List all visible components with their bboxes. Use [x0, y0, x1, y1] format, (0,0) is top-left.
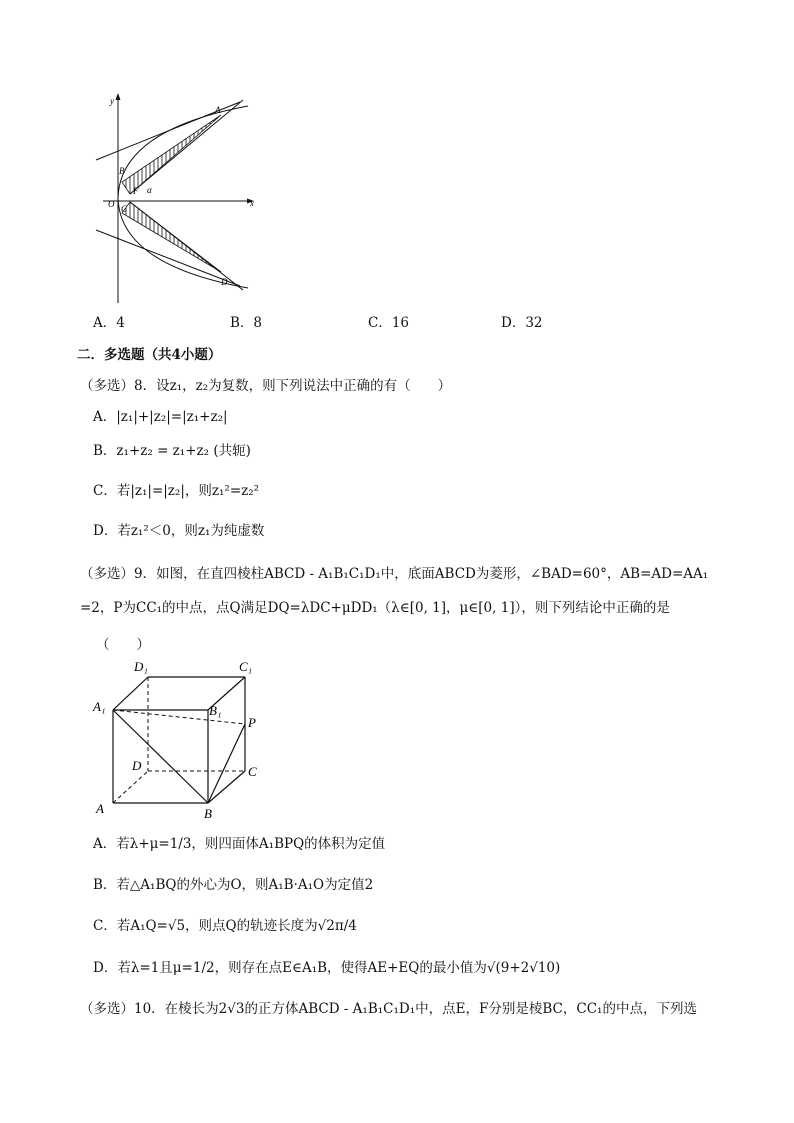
q8-option-c: C．若|z₁|=|z₂|，则z₁²=z₂² [93, 483, 260, 499]
q9-stem-line3: （ ） [96, 637, 150, 653]
q7-option-a: A．4 [93, 315, 125, 331]
q9-stem-line2: =2，P为CC₁的中点，点Q满足DQ=λDC+μDD₁（λ∈[0, 1]，μ∈[0, 1]），则下列结论中正确的是 [80, 600, 670, 616]
label-O: O [108, 199, 115, 209]
section-title: 二．多选题（共4小题） [77, 347, 222, 363]
label-y: y [110, 96, 114, 106]
q9-stem-line1: （多选）9．如图，在直四棱柱ABCD - A₁B₁C₁D₁中，底面ABCD为菱形，∠BAD=60°，AB=AD=AA₁ [80, 566, 709, 582]
curve [118, 106, 248, 288]
label-D: D [132, 758, 142, 773]
label-alpha: α [147, 185, 152, 195]
q10-stem: （多选）10．在棱长为2√3的正方体ABCD - A₁B₁C₁D₁中，点E，F分别是棱BC，CC₁的中点，下列选 [80, 1001, 697, 1017]
q9-option-b: B．若△A₁BQ的外心为O，则A₁B·A₁O为定值2 [93, 877, 374, 893]
label-C: C [121, 204, 128, 214]
q9-option-c: C．若A₁Q=√5，则点Q的轨迹长度为√2π/4 [93, 918, 357, 934]
label-B1: B₁ [209, 703, 222, 718]
q7-option-b: B．8 [230, 315, 263, 331]
label-A: A [96, 801, 104, 816]
label-P: P [248, 715, 256, 730]
label-B: B [119, 166, 125, 176]
upper-shaded-region [122, 115, 221, 194]
label-D1: D₁ [134, 659, 148, 674]
q8-option-b: B．z₁+z₂ = z₁+z₂ (共轭) [93, 443, 251, 459]
label-A: A [215, 105, 221, 115]
label-F: F [133, 186, 139, 196]
q7-option-d: D．32 [501, 315, 543, 331]
label-C: C [248, 764, 257, 779]
q9-option-d: D．若λ=1且μ=1/2，则存在点E∈A₁B，使得AE+EQ的最小值为√(9+2√10) [93, 960, 561, 976]
q7-figure [88, 90, 268, 305]
q9-cube-figure [88, 655, 273, 825]
label-x: x [250, 198, 254, 208]
q7-option-c: C．16 [368, 315, 410, 331]
q9-option-a: A．若λ+μ=1/3，则四面体A₁BPQ的体积为定值 [93, 836, 386, 852]
q8-option-d: D．若z₁²＜0，则z₁为纯虚数 [93, 523, 265, 539]
label-D: D [221, 277, 228, 287]
label-A1: A₁ [93, 699, 106, 714]
label-B: B [204, 806, 212, 821]
label-C1: C₁ [239, 659, 253, 674]
q8-option-a: A．|z₁|+|z₂|=|z₁+z₂| [93, 409, 228, 425]
q8-stem: （多选）8．设z₁，z₂为复数，则下列说法中正确的有（ ） [80, 378, 452, 394]
